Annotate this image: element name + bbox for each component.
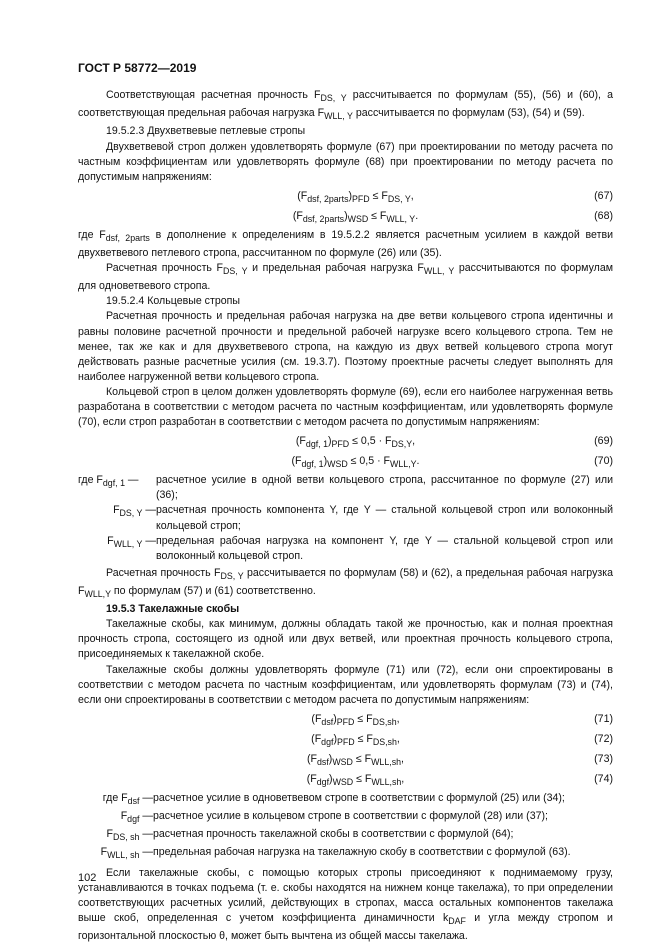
formula-number: (74) xyxy=(594,772,613,785)
definition-row xyxy=(78,845,613,863)
definition-row xyxy=(78,534,613,564)
definition-label: $F_{dgf}$ — xyxy=(120,810,153,825)
formula-expression: $(F_{dsf})_{PFD} \le F_{DS,sh}$, xyxy=(311,712,400,727)
formula-71 xyxy=(78,712,613,728)
formula-number: (73) xyxy=(594,752,613,765)
formula-expression: $(F_{dsf, 2parts})_{WSD} \le F_{WLL, Y}$. xyxy=(292,209,419,224)
definition-label: где $F_{dgf, 1}$ — xyxy=(78,474,139,489)
paragraph: Двухветвевой строп должен удовлетворять формуле (67) при проектировании по методу расчета по частным коэффициентам или удовлетворять формуле (68) при проектировании по методу расчета по допустимым напряжениям: xyxy=(78,140,613,183)
section-heading: 19.5.2.4 Кольцевые стропы xyxy=(106,295,240,308)
paragraph: Если такелажные скобы, с помощью которых стропы присоединяют к поднимаемому грузу, устанавливаются в точках подъема (т. е. скобы находятся на нижнем конце такелажа), то при определении соответствующих расчетных усилий, действующих в стропах, масса остальных компонентов такелажа выше скоб, определенная с учетом коэффициента динамичности $k_{DAF}$ и угла между стропом и горизонтальной плоскостью θ, может быть вычтена из общей массы такелажа. xyxy=(78,866,613,943)
formula-72 xyxy=(78,732,613,748)
page-number: 102 xyxy=(78,872,97,884)
standard-header: ГОСТ Р 58772—2019 xyxy=(78,61,197,75)
definition-label: $F_{WLL, sh}$ — xyxy=(100,846,153,861)
definition-text: расчетное усилие в одноветвевом стропе в соответствии с формулой (25) или (34); xyxy=(153,791,565,804)
definition-row xyxy=(78,503,613,533)
paragraph: Кольцевой строп в целом должен удовлетворять формуле (69), если его наиболее нагруженная ветвь разработана в соответствии с методом расчета по частным коэффициентам, или удовлетворять формуле (70), если строп разработан в соответствии с методом расчета по допустимым напряжениям: xyxy=(78,385,613,429)
formula-73 xyxy=(78,752,613,768)
definitions-list xyxy=(78,473,613,564)
paragraph: Такелажные скобы, как минимум, должны обладать такой же прочностью, как и полная проектная прочность стропа, состоящего из одной или двух ветвей, или проектная прочность кольцевого стропа, присоединяемых к такелажной скобе. xyxy=(78,618,613,661)
definition-label: где $F_{dsf}$ — xyxy=(102,791,153,806)
formula-expression: $(F_{dgf, 1})_{PFD} \le 0,5 \cdot F_{DS,Y}$, xyxy=(295,435,416,450)
formula-expression: $(F_{dsf, 2parts})_{PFD} \le F_{DS, Y}$, xyxy=(297,189,414,204)
formula-number: (71) xyxy=(594,712,613,725)
formula-number: (72) xyxy=(594,732,613,745)
formula-74 xyxy=(78,772,613,788)
formula-number: (67) xyxy=(594,189,613,202)
formula-number: (70) xyxy=(594,455,613,468)
formula-67 xyxy=(78,189,613,205)
definition-text: предельная рабочая нагрузка на такелажную скобу в соответствии с формулой (63). xyxy=(153,846,571,859)
formula-69 xyxy=(78,434,613,450)
paragraph: где $F_{dsf, 2parts}$ в дополнение к определениям в 19.5.2.2 является расчетным усилием в каждой ветви двухветвевого петлевого стропа, рассчитанном по формуле (26) или (35). xyxy=(78,228,613,259)
definition-text: расчетная прочность такелажной скобы в соответствии с формулой (64); xyxy=(153,828,514,841)
section-heading: 19.5.2.3 Двухветвевые петлевые стропы xyxy=(106,125,306,138)
paragraph: Расчетная прочность и предельная рабочая нагрузка на две ветви кольцевого стропа идентичны и равны половине расчетной прочности и предельной рабочей нагрузке всего кольцевого стропа. Тем не менее, так же как и для двухветвевого стропа, на каждую из двух ветвей кольцевого стропа могут действовать разные расчетные усилия (см. 19.3.7). Поэтому проектные расчеты следует выполнять для наиболее нагруженной ветви кольцевого стропа. xyxy=(78,310,613,383)
definitions-list xyxy=(78,791,613,864)
paragraph: Расчетная прочность $F_{DS, Y}$ рассчитывается по формулам (58) и (62), а предельная рабочая нагрузка $F_{WLL,Y}$ по формулам (57) и (61) соответственно. xyxy=(78,566,613,600)
formula-expression: $(F_{dsf})_{WSD} \le F_{WLL,sh}$, xyxy=(307,752,404,767)
definition-label: $F_{WLL, Y}$ — xyxy=(107,534,156,549)
definition-text: предельная рабочая нагрузка на компонент Y, где Y — стальной кольцевой строп или волоконный кольцевой строп. xyxy=(156,534,613,562)
definition-text: расчетное усилие в кольцевом стропе в соответствии с формулой (28) или (37); xyxy=(153,810,548,823)
definition-row xyxy=(78,827,613,845)
definition-text: расчетная прочность компонента Y, где Y — стальной кольцевой строп или волоконный кольцевой строп; xyxy=(156,504,613,532)
formula-70 xyxy=(78,454,613,470)
formula-expression: $(F_{dgf})_{PFD} \le F_{DS,sh}$, xyxy=(311,732,400,747)
definition-row xyxy=(78,809,613,827)
definition-row xyxy=(78,791,613,809)
definition-row xyxy=(78,473,613,503)
paragraph: Такелажные скобы должны удовлетворять формуле (71) или (72), если они спроектированы в соответствии с методом расчета по частным коэффициентам, или удовлетворять формулам (73) и (74), если они спроектированы в соответствии с методом расчета по допустимым напряжениям: xyxy=(78,663,613,706)
body-text xyxy=(78,88,613,944)
paragraph: Расчетная прочность $F_{DS, Y}$ и предельная рабочая нагрузка $F_{WLL, Y}$ рассчитываются по формулам для одноветвевого стропа. xyxy=(78,262,614,293)
formula-number: (68) xyxy=(594,209,613,222)
formula-expression: $(F_{dgf})_{WSD} \le F_{WLL,sh}$, xyxy=(306,772,405,787)
definition-label: $F_{DS, Y}$ — xyxy=(113,504,156,519)
paragraph: Соответствующая расчетная прочность $F_{DS, Y}$ рассчитывается по формулам (55), (56) и (60), а соответствующая предельная рабочая нагрузка $F_{WLL, Y}$ рассчитывается по формулам (53), (54) и (59). xyxy=(78,89,613,122)
formula-expression: $(F_{dgf, 1})_{WSD} \le 0,5 \cdot F_{WLL,Y}$. xyxy=(291,455,420,470)
definition-text: расчетное усилие в одной ветви кольцевого стропа, рассчитанное по формуле (27) или (36); xyxy=(156,474,613,502)
section-heading: 19.5.3 Такелажные скобы xyxy=(106,603,240,616)
formula-68 xyxy=(78,209,613,225)
formula-number: (69) xyxy=(594,435,613,448)
definition-label: $F_{DS, sh}$ — xyxy=(106,828,153,843)
